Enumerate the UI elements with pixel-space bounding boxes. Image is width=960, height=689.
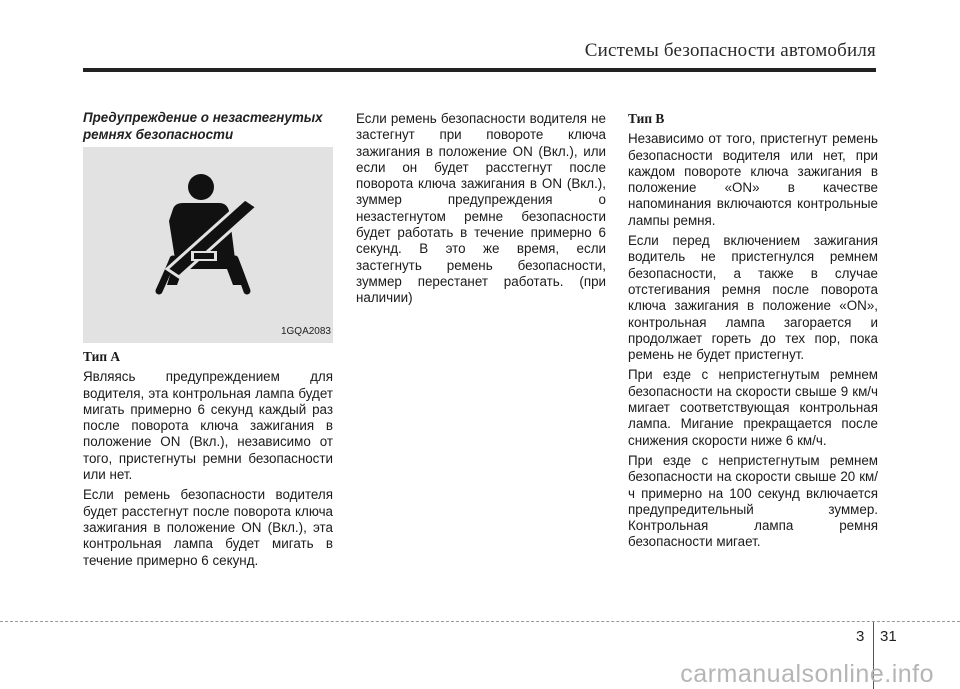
type-b-paragraph-1: Независимо от того, пристегнут ремень безопасности водителя или нет, при каждом повороте ключа зажигания в положение «ON» в качестве напоминания включаются контрольные лампы ремня.	[628, 131, 878, 228]
column-middle	[356, 111, 606, 311]
type-b-paragraph-2: Если перед включением зажигания водитель не пристегнулся ремнем безопасности, а также в случае отстегивания ремня после поворота ключа зажигания в положение «ON», контрольная лампа загорается и продолжает гореть до тех пор, пока ремень не будет пристегнут.	[628, 233, 878, 363]
type-b-heading: Тип B	[628, 111, 665, 126]
seatbelt-figure	[83, 147, 333, 343]
middle-paragraph-1: Если ремень безопасности водителя не застегнут при повороте ключа зажигания в положение ON (Вкл.), или если он будет расстегнут после поворота ключа зажигания в ON (Вкл.), зуммер предупреждения о незастегнутом ремне безопасности будет работать в течение примерно 6 секунд. В это же время, если застегнуть ремень безопасности, зуммер перестанет работать. (при наличии)	[356, 111, 606, 306]
footer-rule	[0, 621, 960, 623]
column-right	[628, 111, 878, 555]
header-divider	[83, 68, 876, 72]
column-left	[83, 110, 333, 573]
watermark: carmanualsonline.info	[680, 660, 934, 688]
type-b-paragraph-4: При езде с непристегнутым ремнем безопасности на скорости свыше 20 км/ч примерно на 100 секунд включается предупредительный зуммер. Контрольная лампа ремня безопасности мигает.	[628, 452, 878, 550]
type-a-paragraph-1: Являясь предупреждением для водителя, эта контрольная лампа будет мигать примерно 6 секунд каждый раз после поворота ключа зажигания в положение ON (Вкл.), независимо от того, пристегнуты ремни безопасности или нет.	[83, 369, 333, 483]
seatbelt-warning-icon	[153, 173, 265, 297]
type-b-paragraph-3: При езде с непристегнутым ремнем безопасности на скорости свыше 9 км/ч мигает соответствующая контрольная лампа. Мигание прекращается после снижения скорости ниже 6 км/ч.	[628, 367, 878, 448]
type-a-heading: Тип A	[83, 349, 121, 364]
type-a-paragraph-2: Если ремень безопасности водителя будет расстегнут после поворота ключа зажигания в положение ON (Вкл.), эта контрольная лампа будет мигать в течение примерно 6 секунд.	[83, 487, 333, 568]
warning-title: Предупреждение о незастегнутых ремнях безопасности	[83, 110, 323, 142]
chapter-number: 3	[856, 628, 865, 645]
page-header-title: Системы безопасности автомобиля	[584, 40, 876, 61]
page-number: 31	[880, 628, 897, 645]
figure-code: 1GQA2083	[280, 325, 331, 337]
